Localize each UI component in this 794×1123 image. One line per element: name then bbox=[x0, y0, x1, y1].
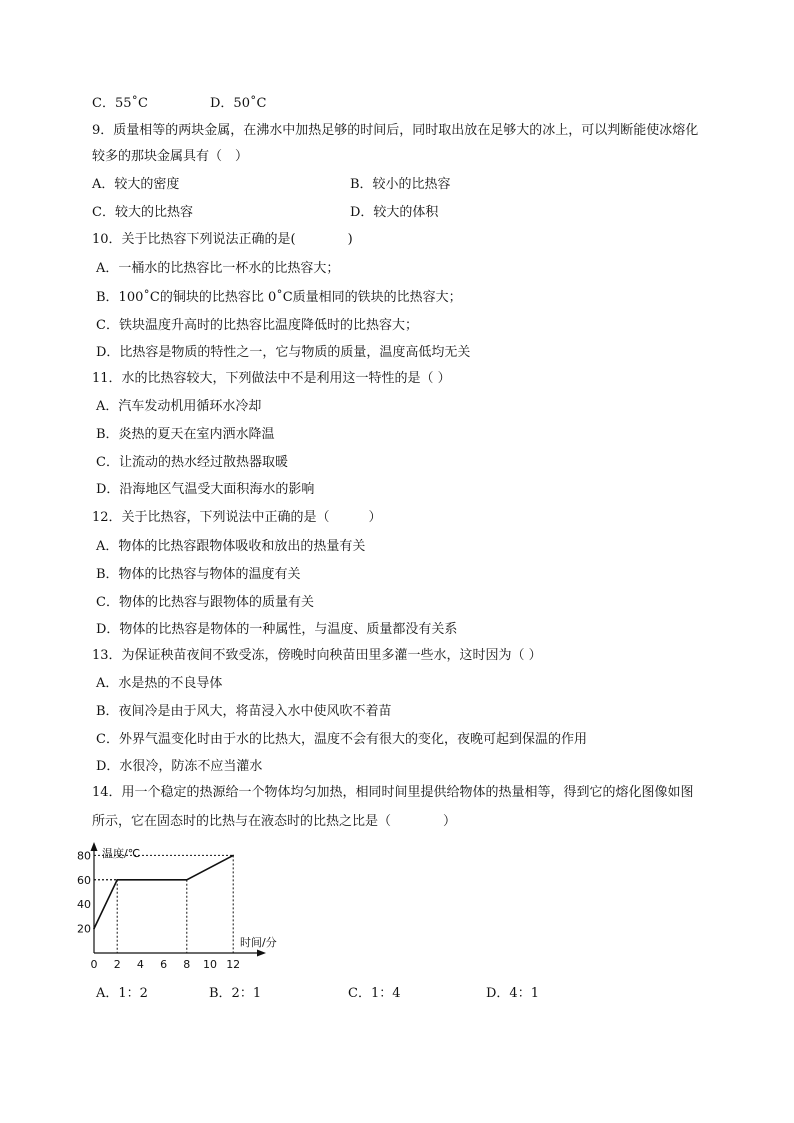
q9-option-d: D．较大的体积 bbox=[350, 205, 439, 220]
q9-option-a: A．较大的密度 bbox=[92, 177, 180, 192]
x-tick-label: 12 bbox=[226, 958, 241, 971]
q14-option-b: B．2：1 bbox=[209, 986, 262, 1001]
data-point bbox=[186, 879, 188, 881]
y-tick-label: 80 bbox=[77, 849, 91, 863]
q14-stem-line1: 14．用一个稳定的热源给一个物体均匀加热，相同时间里提供给物体的热量相等，得到它的熔化图像如图 bbox=[92, 785, 694, 800]
q14-option-c: C．1：4 bbox=[348, 986, 401, 1001]
x-tick-label: 0 bbox=[90, 958, 98, 971]
y-tick-label: 40 bbox=[77, 898, 91, 912]
x-axis-label: 时间/分 bbox=[240, 936, 277, 949]
q13-option-b: B．夜间冷是由于风大，将苗浸入水中使风吹不着苗 bbox=[96, 704, 392, 719]
q13-option-c: C．外界气温变化时由于水的比热大，温度不会有很大的变化，夜晚可起到保温的作用 bbox=[96, 732, 587, 747]
q12-option-c: C．物体的比热容与跟物体的质量有关 bbox=[96, 595, 314, 610]
y-tick-label: 60 bbox=[77, 873, 91, 887]
q14-stem-line2: 所示，它在固态时的比热与在液态时的比热之比是（ ） bbox=[92, 814, 457, 829]
q9-stem-line2: 较多的那块金属具有（ ） bbox=[92, 149, 249, 164]
q12-stem: 12．关于比热容，下列说法中正确的是（ ） bbox=[92, 510, 382, 525]
data-point bbox=[232, 855, 234, 857]
x-axis-arrow bbox=[257, 950, 266, 957]
q8-option-c: C．55˚C bbox=[92, 96, 148, 111]
q8-option-d: D．50˚C bbox=[210, 96, 267, 111]
data-point bbox=[93, 928, 95, 930]
q9-option-c: C．较大的比热容 bbox=[92, 205, 193, 220]
q9-stem-line1: 9．质量相等的两块金属，在沸水中加热足够的时间后，同时取出放在足够大的冰上，可以判断能使冰熔化 bbox=[92, 123, 699, 138]
q10-option-c: C．铁块温度升高时的比热容比温度降低时的比热容大； bbox=[96, 318, 418, 333]
x-tick-label: 10 bbox=[203, 958, 217, 971]
q12-option-b: B．物体的比热容与物体的温度有关 bbox=[96, 567, 301, 582]
q12-option-a: A．物体的比热容跟物体吸收和放出的热量有关 bbox=[96, 539, 366, 554]
q12-option-d: D．物体的比热容是物体的一种属性，与温度、质量都没有关系 bbox=[96, 622, 458, 637]
q9-option-b: B．较小的比热容 bbox=[350, 177, 451, 192]
q14-option-a: A．1：2 bbox=[96, 986, 148, 1001]
q13-stem: 13．为保证秧苗夜间不致受冻，傍晚时向秧苗田里多灌一些水，这时因为（ ） bbox=[92, 648, 542, 663]
q11-option-b: B．炎热的夏天在室内洒水降温 bbox=[96, 427, 275, 442]
chart-layer bbox=[77, 842, 277, 971]
q11-stem: 11．水的比热容较大，下列做法中不是利用这一特性的是（ ） bbox=[92, 371, 451, 386]
q10-stem: 10．关于比热容下列说法正确的是( ) bbox=[92, 232, 353, 247]
y-axis-label: 温度/℃ bbox=[102, 847, 141, 860]
x-tick-label: 2 bbox=[113, 958, 121, 971]
q13-option-d: D．水很冷，防冻不应当灌水 bbox=[96, 759, 263, 774]
x-tick-label: 4 bbox=[136, 958, 144, 971]
q11-option-a: A．汽车发动机用循环水冷却 bbox=[96, 399, 262, 414]
q10-option-d: D．比热容是物质的特性之一，它与物质的质量，温度高低均无关 bbox=[96, 345, 471, 360]
y-tick-label: 20 bbox=[77, 922, 91, 936]
q11-option-c: C．让流动的热水经过散热器取暖 bbox=[96, 455, 288, 470]
x-tick-label: 8 bbox=[183, 958, 191, 971]
melting-curve-chart bbox=[77, 840, 280, 975]
q10-option-b: B．100˚C的铜块的比热容比 0˚C质量相同的铁块的比热容大； bbox=[96, 290, 462, 305]
q13-option-a: A．水是热的不良导体 bbox=[96, 676, 223, 691]
data-point bbox=[116, 879, 118, 881]
x-tick-label: 6 bbox=[160, 958, 168, 971]
temperature-curve bbox=[94, 855, 233, 928]
y-axis-arrow bbox=[91, 842, 98, 851]
q14-option-d: D．4：1 bbox=[486, 986, 539, 1001]
q10-option-a: A．一桶水的比热容比一杯水的比热容大； bbox=[96, 261, 340, 276]
q11-option-d: D．沿海地区气温受大面积海水的影响 bbox=[96, 482, 315, 497]
